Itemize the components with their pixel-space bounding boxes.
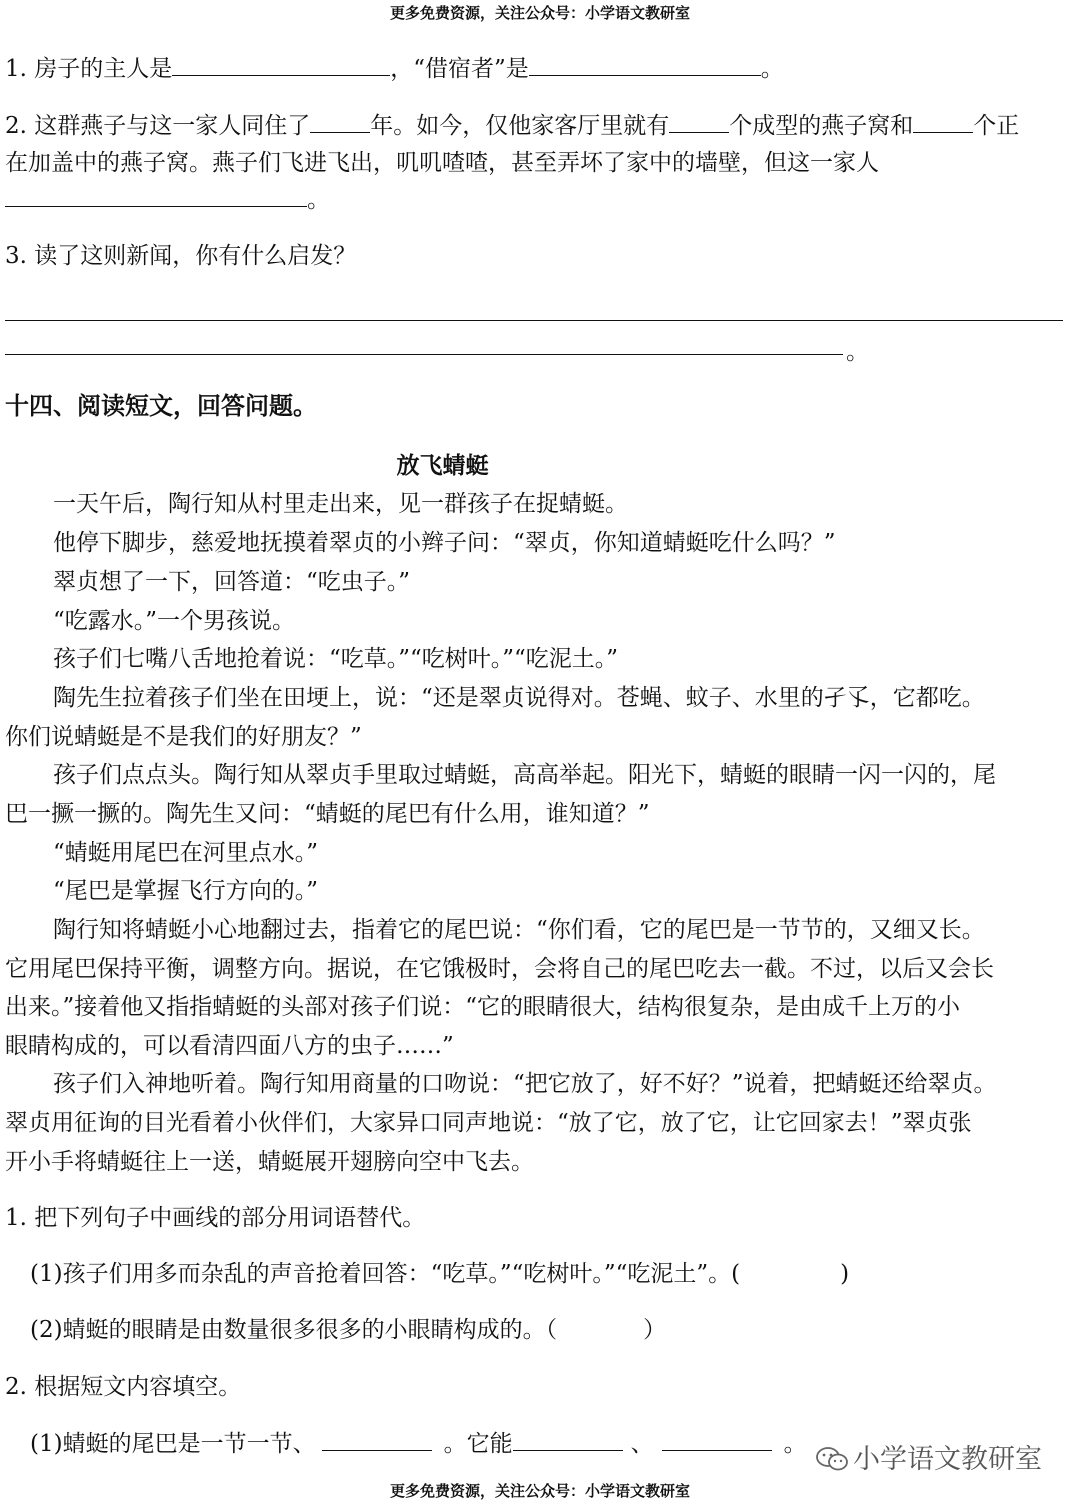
p2-s1-text-d: 。 bbox=[783, 1431, 807, 1457]
header-top: 更多免费资源，关注公众号：小学语文教研室 bbox=[389, 4, 690, 22]
story-line: 孩子们入神地听着。陶行知用商量的口吻说：“把它放了，好不好？”说着，把蜻蜓还给翠贞。 bbox=[53, 1071, 997, 1097]
story-line: 开小手将蜻蜓往上一送，蜻蜓展开翅膀向空中飞去。 bbox=[5, 1149, 534, 1175]
q2-blank-years[interactable] bbox=[310, 110, 370, 133]
q1-text-b: ，“借宿者”是 bbox=[390, 56, 529, 82]
story-line: “吃露水。”一个男孩说。 bbox=[53, 608, 296, 634]
p1-s1-text: (1)孩子们用多而杂乱的声音抢着回答：“吃草。”“吃树叶。”“吃泥土”。( bbox=[30, 1261, 741, 1287]
q3-answer-line-1[interactable] bbox=[5, 320, 1063, 321]
part-2-sentence-1 bbox=[30, 1425, 807, 1458]
q1-blank-owner[interactable] bbox=[172, 53, 390, 76]
story-line: 你们说蜻蜓是不是我们的好朋友？” bbox=[5, 724, 362, 750]
part-2-title: 2. 根据短文内容填空。 bbox=[5, 1374, 242, 1400]
p1-s1-end: ) bbox=[840, 1261, 850, 1287]
q2-blank-family[interactable] bbox=[5, 184, 307, 207]
q2-text-b: 年。如今，仅他家客厅里就有 bbox=[370, 113, 670, 139]
question-3: 3. 读了这则新闻，你有什么启发？ bbox=[5, 243, 357, 269]
q2-text-c: 个成型的燕子窝和 bbox=[729, 113, 914, 139]
p1-s2-text: (2)蜻蜓的眼睛是由数量很多很多的小眼睛构成的。（ bbox=[30, 1317, 558, 1343]
watermark-text: 小学语文教研室 bbox=[853, 1444, 1042, 1475]
story-line: 一天午后，陶行知从村里走出来，见一群孩子在捉蜻蜓。 bbox=[53, 491, 628, 517]
story-line: 它用尾巴保持平衡，调整方向。据说，在它饿极时，会将自己的尾巴吃去一截。不过，以后又会长 bbox=[5, 956, 994, 982]
section-heading: 十四、阅读短文，回答问题。 bbox=[5, 391, 317, 420]
story-line: 他停下脚步，慈爱地抚摸着翠贞的小辫子问：“翠贞，你知道蜻蜓吃什么吗？” bbox=[53, 530, 836, 556]
part-1-sentence-1 bbox=[30, 1255, 849, 1288]
part-1-sentence-2 bbox=[30, 1311, 666, 1344]
story-title: 放飞蜻蜓 bbox=[396, 452, 489, 479]
p1-s2-end: ） bbox=[643, 1317, 667, 1343]
p2-blank-tail[interactable] bbox=[322, 1428, 432, 1451]
q2-blank-building[interactable] bbox=[913, 110, 973, 133]
q1-blank-lodger[interactable] bbox=[529, 53, 761, 76]
q2-blank-nests[interactable] bbox=[669, 110, 729, 133]
story-line: 陶先生拉着孩子们坐在田埂上，说：“还是翠贞说得对。苍蝇、蚊子、水里的孑孓，它都吃。 bbox=[53, 685, 985, 711]
p2-s1-text-c: 、 bbox=[630, 1431, 654, 1457]
q3-end-period: 。 bbox=[846, 339, 869, 365]
question-2-line-1 bbox=[5, 107, 1019, 140]
story-line: 孩子们七嘴八舌地抢着说：“吃草。”“吃树叶。”“吃泥土。” bbox=[53, 646, 619, 672]
story-line: “蜻蜓用尾巴在河里点水。” bbox=[53, 840, 319, 866]
question-2-line-3 bbox=[5, 181, 330, 214]
story-line: 陶行知将蜻蜓小心地翻过去，指着它的尾巴说：“你们看，它的尾巴是一节节的，又细又长。 bbox=[53, 917, 985, 943]
p2-blank-ability-2[interactable] bbox=[662, 1428, 772, 1451]
story-line: 出来。”接着他又指指蜻蜓的头部对孩子们说：“它的眼睛很大，结构很复杂，是由成千上万的小 bbox=[5, 994, 961, 1020]
story-line: 翠贞用征询的目光看着小伙伴们，大家异口同声地说：“放了它，放了它，让它回家去！”翠贞张 bbox=[5, 1110, 972, 1136]
q1-text-c: 。 bbox=[760, 56, 784, 82]
q1-text-a: 1. 房子的主人是 bbox=[5, 56, 173, 82]
header-bottom: 更多免费资源，关注公众号：小学语文教研室 bbox=[389, 1482, 690, 1500]
story-line: 巴一撅一撅的。陶先生又问：“蜻蜓的尾巴有什么用，谁知道？” bbox=[5, 801, 650, 827]
watermark bbox=[815, 1437, 1042, 1476]
story-line: “尾巴是掌握飞行方向的。” bbox=[53, 878, 319, 904]
q2-text-a: 2. 这群燕子与这一家人同住了 bbox=[5, 113, 311, 139]
part-1-title: 1. 把下列句子中画线的部分用词语替代。 bbox=[5, 1205, 426, 1231]
story-line: 翠贞想了一下，回答道：“吃虫子。” bbox=[53, 569, 411, 595]
q2-text-d: 个正 bbox=[973, 113, 1020, 139]
p2-s1-text-a: (1)蜻蜓的尾巴是一节一节、 bbox=[30, 1431, 316, 1457]
story-line: 眼睛构成的，可以看清四面八方的虫子……” bbox=[5, 1033, 454, 1059]
q3-answer-line-2[interactable] bbox=[5, 354, 843, 355]
p2-s1-text-b: 。它能 bbox=[443, 1431, 513, 1457]
question-2-line-2: 在加盖中的燕子窝。燕子们飞进飞出，叽叽喳喳，甚至弄坏了家中的墙壁，但这一家人 bbox=[5, 150, 879, 176]
story-line: 孩子们点点头。陶行知从翠贞手里取过蜻蜓，高高举起。阳光下，蜻蜓的眼睛一闪一闪的，尾 bbox=[53, 762, 996, 788]
q2-text-end: 。 bbox=[307, 187, 330, 213]
question-1 bbox=[5, 50, 784, 83]
wechat-icon bbox=[815, 1446, 849, 1472]
p2-blank-ability-1[interactable] bbox=[513, 1428, 623, 1451]
